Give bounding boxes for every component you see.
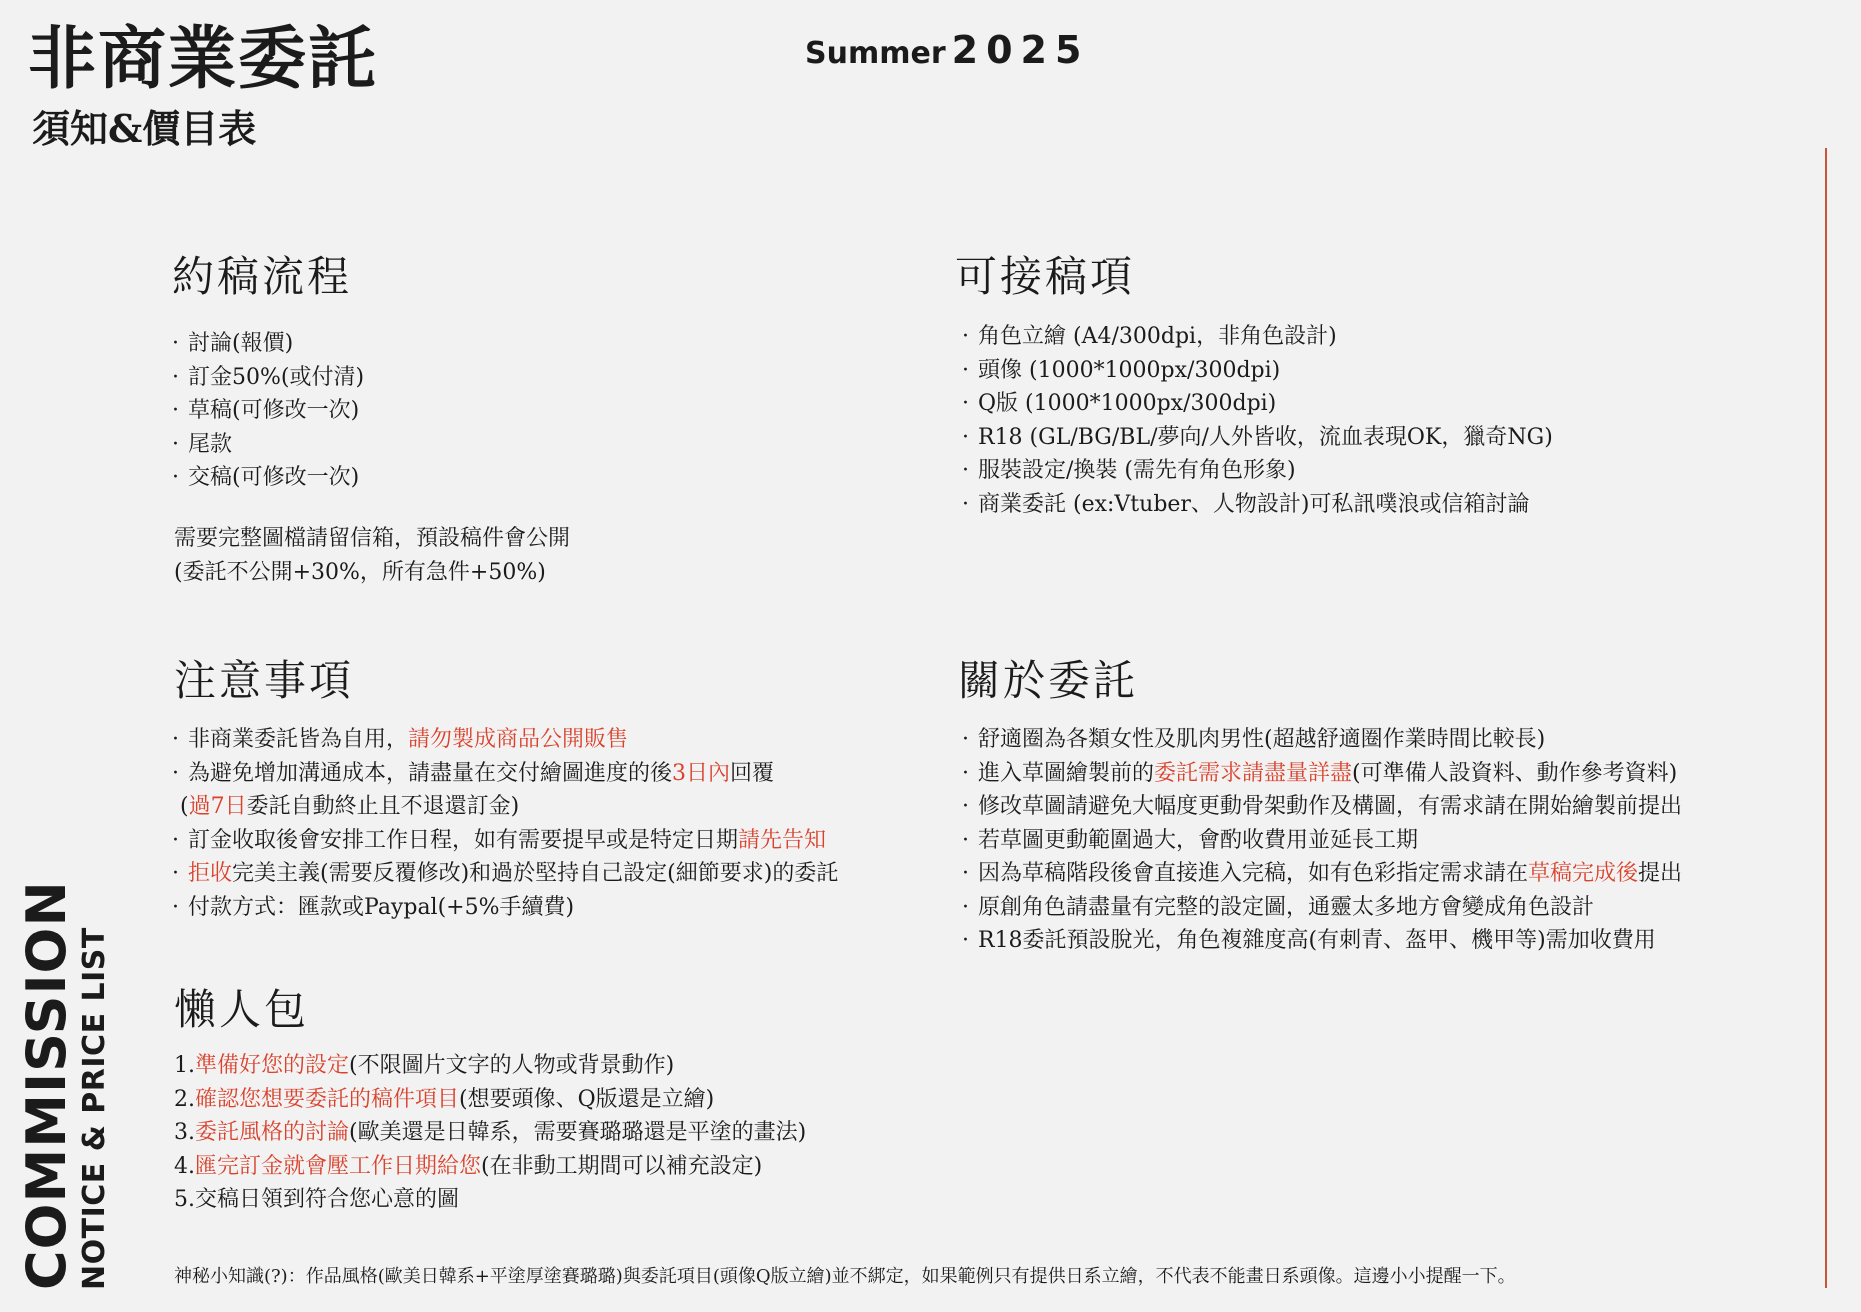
step-number: 4. xyxy=(174,1153,195,1179)
list-item xyxy=(962,857,1682,891)
step-number: 1. xyxy=(174,1053,195,1078)
list-item xyxy=(174,1150,806,1184)
list-item: · 修改草圖請避免大幅度更動骨架動作及構圖，有需求請在開始繪製前提出 xyxy=(962,790,1682,824)
highlight-text: 委託需求請盡量詳盡 xyxy=(1154,760,1353,786)
notice-list xyxy=(172,723,838,924)
list-item: 5.交稿日領到符合您心意的圖 xyxy=(174,1187,459,1212)
list-item: · R18 (GL/BG/BL/夢向/人外皆收，流血表現OK，獵奇NG) xyxy=(962,421,1553,455)
list-item: · 草稿(可修改一次) xyxy=(172,394,364,428)
highlight-text: 匯完訂金就會壓工作日期給您 xyxy=(195,1153,482,1179)
list-item: · 角色立繪 (A4/300dpi，非角色設計) xyxy=(962,320,1553,354)
list-item xyxy=(172,757,838,791)
list-item: · 討論(報價) xyxy=(172,327,364,361)
text-part: ( xyxy=(180,794,189,819)
list-item: · 原創角色請盡量有完整的設定圖，通靈太多地方會變成角色設計 xyxy=(962,891,1682,925)
list-item xyxy=(174,1049,806,1083)
text-part: 提出 xyxy=(1638,861,1683,886)
list-item: · 頭像 (1000*1000px/300dpi) xyxy=(962,354,1553,388)
page-title: 非商業委託 xyxy=(28,19,379,99)
process-note xyxy=(174,522,570,589)
list-item xyxy=(174,1116,806,1150)
season-year: 2025 xyxy=(951,28,1090,72)
highlight-text: 請勿製成商品公開販售 xyxy=(408,727,629,752)
text-part: 進入草圖繪製前的 xyxy=(978,760,1155,786)
list-item: · Q版 (1000*1000px/300dpi) xyxy=(962,387,1553,421)
list-item: · 舒適圈為各類女性及肌肉男性(超越舒適圈作業時間比較長) xyxy=(962,723,1682,757)
section-title-notice: 注意事項 xyxy=(174,656,355,705)
section-title-about: 關於委託 xyxy=(958,656,1139,705)
text-part: 非商業委託皆為自用， xyxy=(188,727,409,752)
section-title-lazy: 懶人包 xyxy=(174,985,310,1034)
section-title-process: 約稿流程 xyxy=(172,252,353,301)
list-item: · 服裝設定/換裝 (需先有角色形象) xyxy=(962,454,1553,488)
accepted-list xyxy=(962,320,1553,521)
list-item xyxy=(172,723,838,757)
list-item xyxy=(172,824,838,858)
list-item-continued xyxy=(172,790,838,824)
list-item: · R18委託預設脫光，角色複雜度高(有刺青、盔甲、機甲等)需加收費用 xyxy=(962,924,1682,958)
text-part: 委託自動終止且不退還訂金) xyxy=(246,794,520,819)
text-part: (可準備人設資料、動作參考資料) xyxy=(1352,760,1678,786)
highlight-text: 拒收 xyxy=(188,861,233,886)
list-item xyxy=(172,857,838,891)
process-list xyxy=(172,327,364,495)
text-part: (在非動工期間可以補充設定) xyxy=(481,1153,763,1179)
text-part: (歐美還是日韓系，需要賽璐璐還是平塗的畫法) xyxy=(349,1120,807,1145)
step-number: 3. xyxy=(174,1120,195,1145)
text-part: (想要頭像、Q版還是立繪) xyxy=(459,1086,715,1112)
side-label-notice: NOTICE & PRICE LIST xyxy=(77,927,112,1290)
list-item: · 商業委託 (ex:Vtuber、人物設計)可私訊噗浪或信箱討論 xyxy=(962,488,1553,522)
text-part: (不限圖片文字的人物或背景動作) xyxy=(349,1053,675,1078)
process-note-line: 需要完整圖檔請留信箱，預設稿件會公開 xyxy=(174,526,571,551)
list-item: · 尾款 xyxy=(172,428,364,462)
about-list xyxy=(962,723,1682,958)
list-item xyxy=(174,1083,806,1117)
season-word: Summer xyxy=(805,36,946,71)
text-part: 回覆 xyxy=(730,760,775,786)
footer-note: 神秘小知識(?)：作品風格(歐美日韓系+平塗厚塗賽璐璐)與委託項目(頭像Q版立繪)並不綁定，如果範例只有提供日系立繪，不代表不能畫日系頭像。這邊小小提醒一下。 xyxy=(174,1266,1516,1287)
highlight-text: 委託風格的討論 xyxy=(195,1120,350,1145)
lazy-steps-list xyxy=(174,1049,806,1217)
season-label xyxy=(805,28,1089,72)
list-item: · 若草圖更動範圍過大，會酌收費用並延長工期 xyxy=(962,824,1682,858)
highlight-text: 確認您想要委託的稿件項目 xyxy=(195,1086,460,1112)
highlight-text: 3日內 xyxy=(672,760,731,786)
list-item: · 付款方式：匯款或Paypal(+5%手續費) xyxy=(172,891,838,925)
section-title-accepted: 可接稿項 xyxy=(955,252,1136,301)
list-item xyxy=(962,757,1682,791)
highlight-text: 請先告知 xyxy=(738,827,827,853)
text-part: 訂金收取後會安排工作日程，如有需要提早或是特定日期 xyxy=(188,827,739,853)
list-item: · 交稿(可修改一次) xyxy=(172,461,364,495)
side-label-commission: COMMISSION xyxy=(15,880,78,1290)
text-part: 因為草稿階段後會直接進入完稿，如有色彩指定需求請在 xyxy=(978,861,1529,886)
list-item: · 訂金50%(或付清) xyxy=(172,361,364,395)
text-part: 完美主義(需要反覆修改)和過於堅持自己設定(細節要求)的委託 xyxy=(232,861,839,886)
text-part: 為避免增加溝通成本，請盡量在交付繪圖進度的後 xyxy=(188,760,673,786)
side-vertical-label xyxy=(15,880,112,1290)
step-number: 2. xyxy=(174,1086,195,1112)
page-subtitle: 須知&價目表 xyxy=(32,106,257,151)
highlight-text: 過7日 xyxy=(188,794,247,819)
accent-divider-line xyxy=(1825,148,1827,1288)
process-note-line: (委託不公開+30%，所有急件+50%) xyxy=(174,559,546,585)
highlight-text: 準備好您的設定 xyxy=(195,1053,350,1078)
highlight-text: 草稿完成後 xyxy=(1528,861,1639,886)
